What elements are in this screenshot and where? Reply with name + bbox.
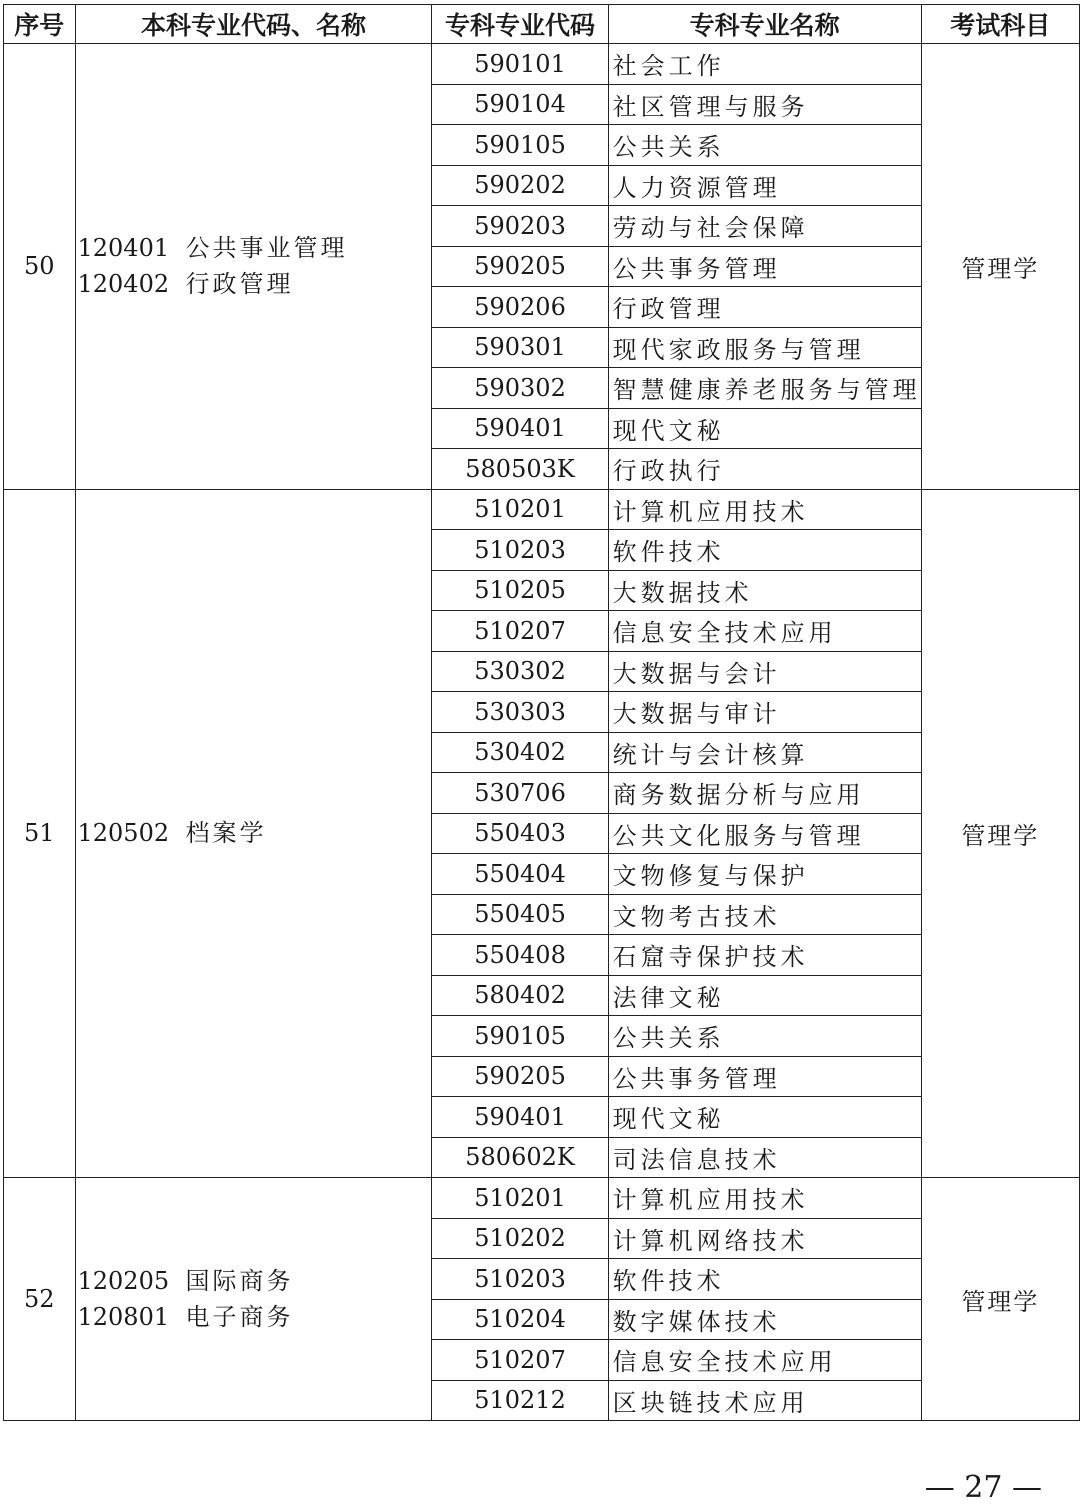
bachelor-code: 120801 [77, 1303, 170, 1331]
bachelor-line [78, 266, 432, 302]
major-name: 大数据技术 [608, 570, 921, 611]
bachelor-name: 行政管理 [185, 270, 294, 299]
bachelor-cell [75, 489, 432, 1178]
major-name: 统计与会计核算 [608, 732, 921, 773]
bachelor-name: 国际商务 [185, 1267, 294, 1295]
major-name: 大数据与审计 [608, 692, 921, 733]
major-name: 公共关系 [608, 1016, 921, 1057]
major-name: 人力资源管理 [608, 165, 921, 206]
bachelor-code: 120401 [77, 234, 170, 263]
major-name: 计算机应用技术 [608, 489, 921, 530]
major-name: 公共事务管理 [608, 246, 921, 287]
seq-cell: 51 [4, 489, 76, 1178]
major-name: 司法信息技术 [608, 1137, 921, 1178]
major-code: 580602K [432, 1137, 608, 1178]
major-code: 550403 [432, 813, 608, 854]
major-code: 590202 [432, 165, 608, 206]
major-name: 文物考古技术 [608, 894, 921, 935]
major-code: 530302 [432, 651, 608, 692]
major-name: 智慧健康养老服务与管理 [608, 368, 921, 409]
major-name: 行政执行 [608, 449, 921, 490]
major-code: 530402 [432, 732, 608, 773]
subject-cell: 管理学 [921, 44, 1079, 490]
major-code: 550408 [432, 935, 608, 976]
major-name: 公共事务管理 [608, 1056, 921, 1097]
major-code: 510201 [432, 489, 608, 530]
major-code: 530706 [432, 773, 608, 814]
major-name: 区块链技术应用 [608, 1380, 921, 1421]
majors-table [3, 4, 1080, 1421]
major-code: 590401 [432, 408, 608, 449]
major-code: 590105 [432, 125, 608, 166]
major-code: 580402 [432, 975, 608, 1016]
major-name: 行政管理 [608, 287, 921, 328]
bachelor-name: 电子商务 [185, 1303, 294, 1331]
table-body [4, 44, 1080, 1421]
bachelor-line [78, 230, 432, 266]
major-code: 580503K [432, 449, 608, 490]
major-name: 计算机应用技术 [608, 1178, 921, 1219]
major-code: 510212 [432, 1380, 608, 1421]
major-name: 大数据与会计 [608, 651, 921, 692]
major-name: 社会工作 [608, 44, 921, 85]
major-name: 石窟寺保护技术 [608, 935, 921, 976]
major-code: 590301 [432, 327, 608, 368]
table-row [4, 44, 1080, 85]
major-code: 510203 [432, 1259, 608, 1300]
bachelor-line [78, 1263, 432, 1299]
bachelor-line [78, 1299, 432, 1335]
major-code: 510202 [432, 1218, 608, 1259]
table-row [4, 1178, 1080, 1219]
major-name: 公共关系 [608, 125, 921, 166]
header-seq: 序号 [4, 5, 76, 44]
major-name: 商务数据分析与应用 [608, 773, 921, 814]
major-name: 软件技术 [608, 1259, 921, 1300]
major-code: 590101 [432, 44, 608, 85]
major-name: 现代文秘 [608, 1097, 921, 1138]
major-code: 550405 [432, 894, 608, 935]
major-code: 510204 [432, 1299, 608, 1340]
major-code: 590104 [432, 84, 608, 125]
major-code: 590105 [432, 1016, 608, 1057]
major-name: 劳动与社会保障 [608, 206, 921, 247]
major-code: 510207 [432, 611, 608, 652]
major-name: 信息安全技术应用 [608, 1340, 921, 1381]
major-code: 590203 [432, 206, 608, 247]
bachelor-line [78, 815, 432, 851]
major-name: 数字媒体技术 [608, 1299, 921, 1340]
major-code: 510205 [432, 570, 608, 611]
major-name: 文物修复与保护 [608, 854, 921, 895]
major-name: 法律文秘 [608, 975, 921, 1016]
bachelor-cell [75, 44, 432, 490]
major-code: 510203 [432, 530, 608, 571]
seq-cell: 52 [4, 1178, 76, 1421]
bachelor-name: 档案学 [185, 819, 267, 848]
major-code: 590302 [432, 368, 608, 409]
major-code: 510207 [432, 1340, 608, 1381]
major-code: 590205 [432, 1056, 608, 1097]
header-subject: 考试科目 [921, 5, 1079, 44]
major-name: 现代文秘 [608, 408, 921, 449]
major-code: 550404 [432, 854, 608, 895]
page-number: — 27 — [924, 1470, 1042, 1505]
major-code: 530303 [432, 692, 608, 733]
header-name: 专科专业名称 [608, 5, 921, 44]
bachelor-name: 公共事业管理 [185, 234, 348, 263]
major-code: 590205 [432, 246, 608, 287]
header-bachelor: 本科专业代码、名称 [75, 5, 432, 44]
header-code: 专科专业代码 [432, 5, 608, 44]
table-row [4, 489, 1080, 530]
bachelor-code: 120502 [77, 819, 170, 848]
major-name: 社区管理与服务 [608, 84, 921, 125]
bachelor-code: 120205 [77, 1267, 170, 1295]
major-code: 510201 [432, 1178, 608, 1219]
header-row [4, 5, 1080, 44]
major-name: 信息安全技术应用 [608, 611, 921, 652]
bachelor-code: 120402 [77, 270, 170, 299]
major-name: 软件技术 [608, 530, 921, 571]
subject-cell: 管理学 [921, 489, 1079, 1178]
major-name: 公共文化服务与管理 [608, 813, 921, 854]
major-name: 计算机网络技术 [608, 1218, 921, 1259]
subject-cell: 管理学 [921, 1178, 1079, 1421]
major-name: 现代家政服务与管理 [608, 327, 921, 368]
bachelor-cell [75, 1178, 432, 1421]
major-code: 590401 [432, 1097, 608, 1138]
major-code: 590206 [432, 287, 608, 328]
seq-cell: 50 [4, 44, 76, 490]
